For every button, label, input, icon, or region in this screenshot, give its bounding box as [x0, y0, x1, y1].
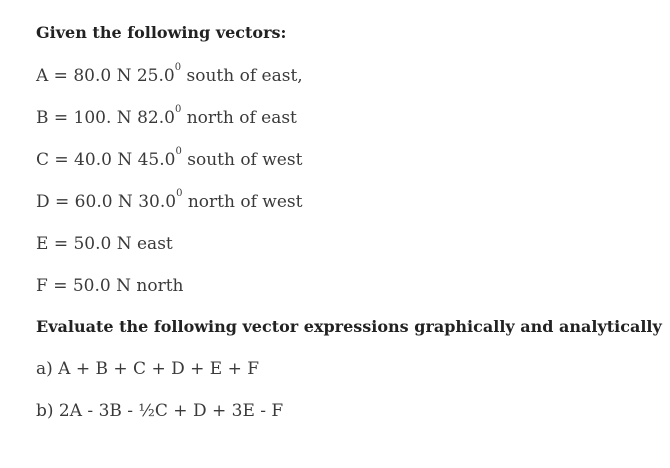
given-heading: Given the following vectors:: [36, 23, 287, 42]
vector-a-direction: south of east,: [181, 66, 303, 86]
vector-e-text: E = 50.0 N east: [36, 234, 173, 254]
vector-d-direction: north of west: [182, 192, 303, 212]
vector-d-degree: 0: [176, 188, 183, 199]
vector-d-magnitude: D = 60.0 N 30.0: [36, 192, 177, 212]
vector-b-magnitude: B = 100. N 82.0: [36, 108, 175, 128]
expression-a: a) A + B + C + D + E + F: [36, 359, 260, 379]
vector-e: [36, 233, 173, 255]
vector-c-degree: 0: [175, 146, 182, 157]
vector-f: [36, 275, 183, 297]
vector-c-magnitude: C = 40.0 N 45.0: [36, 150, 176, 170]
vector-d: [36, 188, 303, 213]
vector-a-magnitude: A = 80.0 N 25.0: [36, 66, 175, 86]
vector-a: [36, 62, 303, 87]
vector-c-direction: south of west: [181, 150, 303, 170]
expression-b: b) 2A - 3B - ½C + D + 3E - F: [36, 401, 284, 421]
vector-b-direction: north of east: [181, 108, 297, 128]
vector-b-degree: 0: [174, 104, 182, 115]
vector-b: [36, 104, 297, 129]
vector-f-text: F = 50.0 N north: [36, 276, 184, 296]
vector-c: [36, 146, 303, 171]
vector-a-degree: 0: [174, 62, 182, 73]
evaluate-heading: Evaluate the following vector expressions graphically and analytically: [36, 317, 662, 336]
